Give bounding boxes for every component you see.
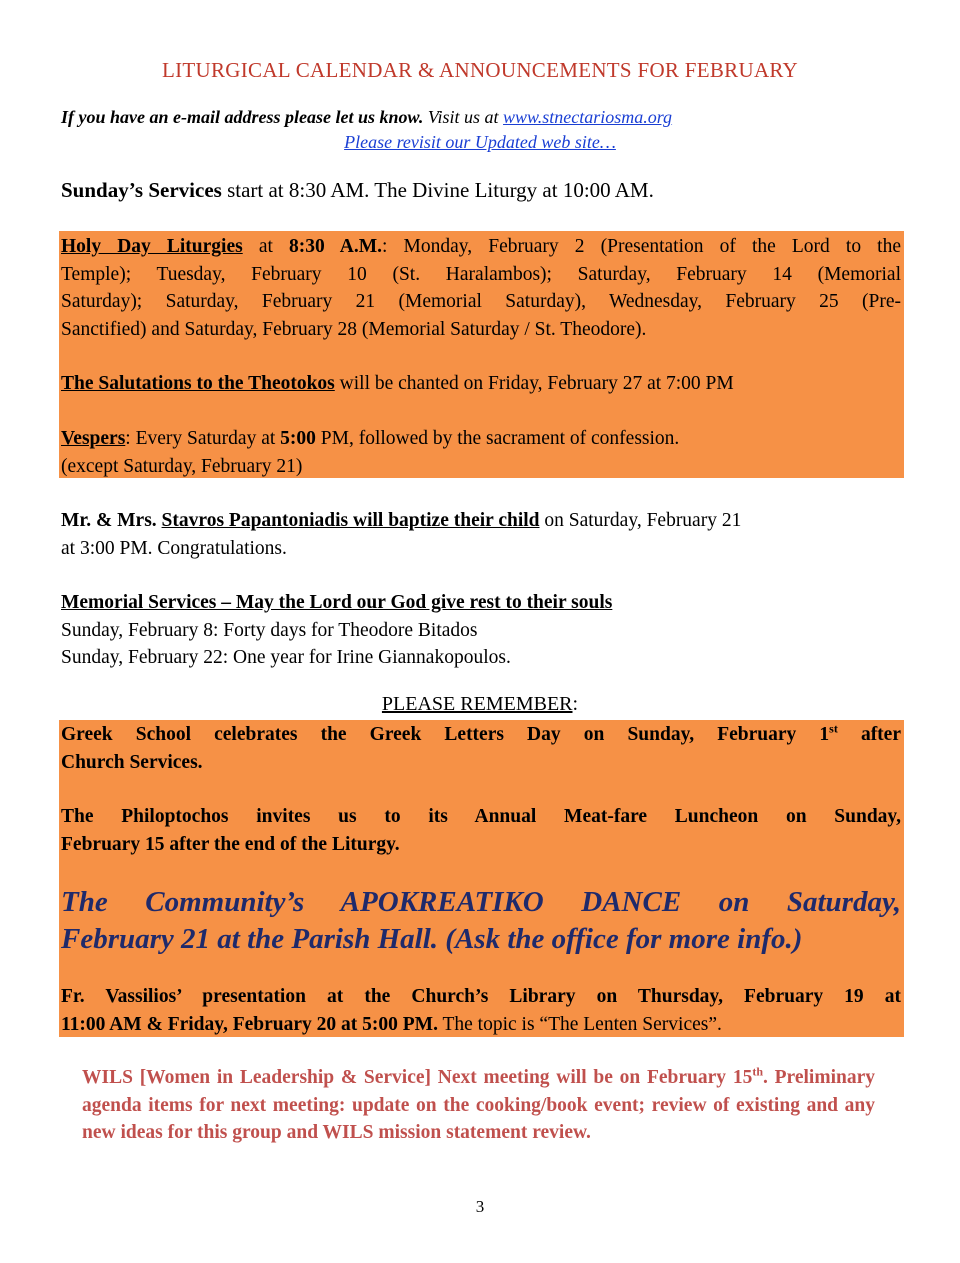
fr-vassilios-notice: Fr. Vassilios’ presentation at the Church’s Library on Thursday, February 19 at 11:00 AM & Friday, February 20 at 5:00 PM. The topic is “The Lenten Services”. <box>61 986 901 1035</box>
visit-text: Visit us at <box>427 107 499 127</box>
holy-line-3: Saturday); Saturday, February 21 (Memorial Saturday), Wednesday, February 25 (Pre- <box>61 291 901 312</box>
email-notice <box>61 107 672 128</box>
revisit-link[interactable]: Please revisit our Updated web site… <box>344 132 616 152</box>
holy-line-1: Holy Day Liturgies at 8:30 A.M.: Monday, February 2 (Presentation of the Lord to the <box>61 236 902 257</box>
holy-line-2: Temple); Tuesday, February 10 (St. Haralambos); Saturday, February 14 (Memorial <box>61 263 901 285</box>
holy-label: Holy Day Liturgies <box>61 236 243 257</box>
revisit-line <box>0 132 960 153</box>
vespers-notice: Vespers: Every Saturday at 5:00 PM, followed by the sacrament of confession. (except Saturday, February 21) <box>61 428 680 477</box>
vespers-time: 5:00 <box>280 428 316 449</box>
page-number: 3 <box>475 1197 485 1216</box>
wils-notice: WILS [Women in Leadership & Service] Next meeting will be on February 15th. Preliminary agenda items for next meeting: update on the cooking/book event; review of existing and any new ideas for this group and WILS mission statement review. <box>82 1064 875 1143</box>
greek-school-notice: Greek School celebrates the Greek Letters Day on Sunday, February 1st after Church Services. <box>61 721 901 773</box>
memorial-item: Sunday, February 8: Forty days for Theodore Bitados <box>61 619 478 641</box>
baptism-label: Stavros Papantoniadis will baptize their child <box>161 510 540 531</box>
baptism-notice: Mr. & Mrs. Stavros Papantoniadis will baptize their child on Saturday, February 21 at 3:00 PM. Congratulations. <box>61 510 742 559</box>
website-link[interactable]: www.stnectariosma.org <box>503 107 673 127</box>
memorial-heading: Memorial Services – May the Lord our God give rest to their souls <box>61 592 613 613</box>
page-title: LITURGICAL CALENDAR & ANNOUNCEMENTS FOR FEBRUARY <box>161 58 799 82</box>
vespers-exception: (except Saturday, February 21) <box>61 455 303 477</box>
sunday-text: start at 8:30 AM. The Divine Liturgy at 10:00 AM. <box>227 178 654 202</box>
holy-time: 8:30 A.M. <box>289 236 383 257</box>
holy-line-4: Sanctified) and Saturday, February 28 (Memorial Saturday / St. Theodore). <box>61 318 647 340</box>
remember-label: PLEASE REMEMBER <box>381 693 573 715</box>
salutations-text: will be chanted on Friday, February 27 at 7:00 PM <box>339 373 734 394</box>
vespers-label: Vespers <box>61 428 126 449</box>
please-remember-heading: PLEASE REMEMBER: <box>381 693 579 715</box>
memorial-item: Sunday, February 22: One year for Irine Giannakopoulos. <box>61 647 511 668</box>
philoptochos-notice: The Philoptochos invites us to its Annual Meat-fare Luncheon on Sunday, February 15 after the end of the Liturgy. <box>61 806 901 855</box>
sunday-services <box>61 178 654 203</box>
apokreatiko-dance-notice: The Community’s APOKREATIKO DANCE on Saturday, February 21 at the Parish Hall. (Ask the office for more info.) <box>61 886 901 955</box>
memorial-services <box>61 589 901 672</box>
email-request: If you have an e-mail address please let us know. <box>61 107 424 127</box>
holy-day-liturgies <box>61 233 901 343</box>
salutations-notice <box>61 370 901 398</box>
sunday-label: Sunday’s Services <box>61 178 222 202</box>
baptism-names: Mr. & Mrs. <box>61 510 157 531</box>
salutations-label: The Salutations to the Theotokos <box>61 373 335 394</box>
